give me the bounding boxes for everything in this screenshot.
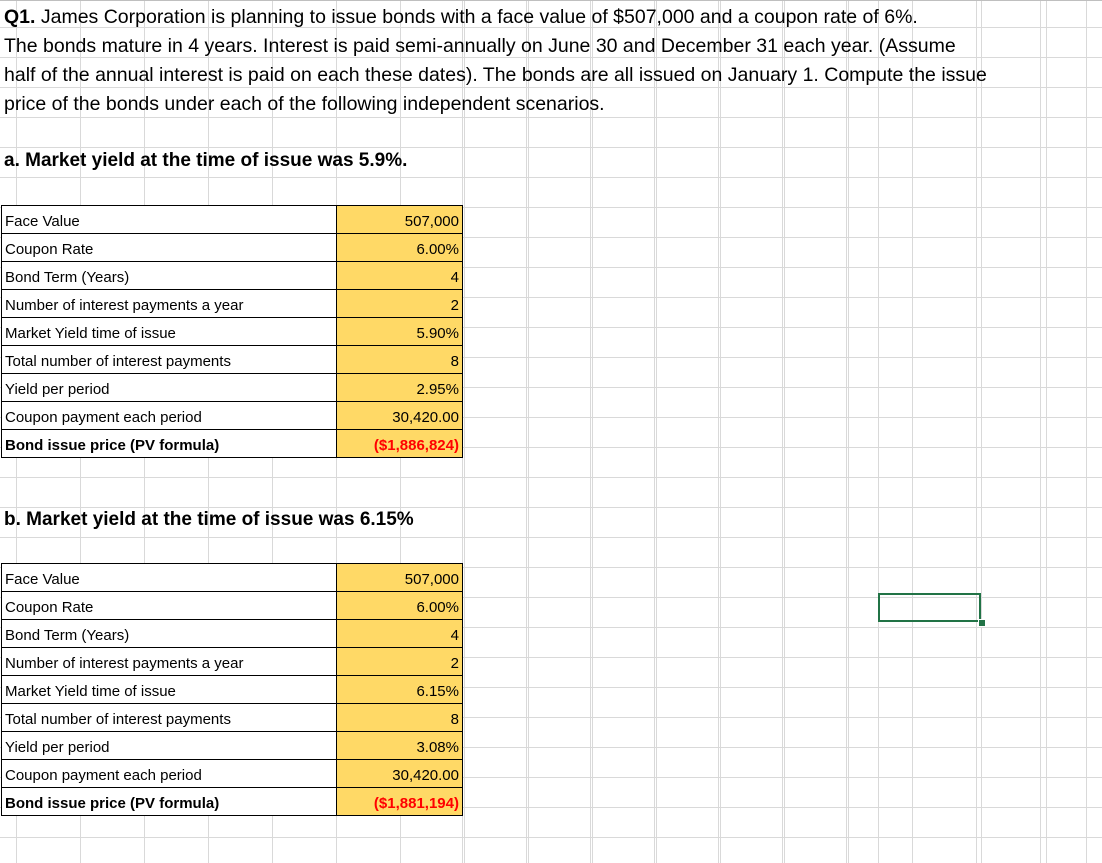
question-line-3[interactable]: half of the annual interest is paid on each these dates). The bonds are all issued on January 1. Compute the issue [4, 64, 987, 86]
column-gridline [846, 0, 847, 863]
row-label[interactable]: Coupon Rate [2, 234, 337, 262]
row-label[interactable]: Yield per period [2, 732, 337, 760]
row-value[interactable]: 8 [337, 346, 463, 374]
table-row-total[interactable] [2, 788, 463, 816]
row-label[interactable]: Bond Term (Years) [2, 262, 337, 290]
table-row[interactable] [2, 402, 463, 430]
row-label[interactable]: Market Yield time of issue [2, 318, 337, 346]
row-label[interactable]: Face Value [2, 206, 337, 234]
column-gridline [1046, 0, 1047, 863]
table-row[interactable] [2, 290, 463, 318]
question-line-1[interactable] [4, 3, 1044, 32]
row-label[interactable]: Market Yield time of issue [2, 676, 337, 704]
scenario-a-title[interactable]: a. Market yield at the time of issue was 5.9%. [4, 150, 408, 171]
question-line-4[interactable]: price of the bonds under each of the following independent scenarios. [4, 93, 605, 115]
row-value[interactable]: 4 [337, 262, 463, 290]
table-row[interactable] [2, 704, 463, 732]
row-label[interactable]: Face Value [2, 564, 337, 592]
table-row[interactable] [2, 620, 463, 648]
column-gridline [718, 0, 719, 863]
row-value[interactable]: 2 [337, 648, 463, 676]
row-value[interactable]: 6.00% [337, 592, 463, 620]
row-value[interactable]: 4 [337, 620, 463, 648]
question-number: Q1. [4, 6, 36, 28]
bond-issue-price-value[interactable]: ($1,881,194) [337, 788, 463, 816]
row-label[interactable]: Coupon payment each period [2, 402, 337, 430]
row-label[interactable]: Coupon payment each period [2, 760, 337, 788]
column-gridline [654, 0, 655, 863]
column-gridline [526, 0, 527, 863]
row-value[interactable]: 30,420.00 [337, 760, 463, 788]
row-value[interactable]: 3.08% [337, 732, 463, 760]
table-row[interactable] [2, 346, 463, 374]
table-row[interactable] [2, 676, 463, 704]
row-label[interactable]: Number of interest payments a year [2, 648, 337, 676]
scenario-b-title[interactable]: b. Market yield at the time of issue was 6.15% [4, 509, 414, 530]
bond-issue-price-value[interactable]: ($1,886,824) [337, 430, 463, 458]
row-label[interactable]: Bond issue price (PV formula) [2, 430, 337, 458]
row-label[interactable]: Total number of interest payments [2, 704, 337, 732]
table-row-total[interactable] [2, 430, 463, 458]
table-row[interactable] [2, 648, 463, 676]
row-value[interactable]: 30,420.00 [337, 402, 463, 430]
row-value[interactable]: 6.00% [337, 234, 463, 262]
question-text-1: James Corporation is planning to issue bonds with a face value of $507,000 and a coupon rate of 6%. [35, 6, 918, 28]
scenario-a-table [1, 205, 463, 458]
row-value[interactable]: 8 [337, 704, 463, 732]
row-label[interactable]: Total number of interest payments [2, 346, 337, 374]
scenario-b-table [1, 563, 463, 816]
fill-handle[interactable] [978, 619, 986, 627]
row-label[interactable]: Number of interest payments a year [2, 290, 337, 318]
row-value[interactable]: 2.95% [337, 374, 463, 402]
row-value[interactable]: 6.15% [337, 676, 463, 704]
column-gridline [1086, 0, 1087, 863]
table-row[interactable] [2, 206, 463, 234]
table-row[interactable] [2, 592, 463, 620]
column-gridline [782, 0, 783, 863]
table-row[interactable] [2, 262, 463, 290]
table-row[interactable] [2, 374, 463, 402]
row-value[interactable]: 5.90% [337, 318, 463, 346]
row-value[interactable]: 2 [337, 290, 463, 318]
table-row[interactable] [2, 732, 463, 760]
row-label[interactable]: Bond Term (Years) [2, 620, 337, 648]
table-row[interactable] [2, 318, 463, 346]
column-gridline [878, 0, 879, 863]
column-gridline [590, 0, 591, 863]
row-label[interactable]: Yield per period [2, 374, 337, 402]
question-line-2[interactable]: The bonds mature in 4 years. Interest is paid semi-annually on June 30 and December 31 each year. (Assume [4, 35, 956, 57]
table-row[interactable] [2, 760, 463, 788]
row-label[interactable]: Bond issue price (PV formula) [2, 788, 337, 816]
row-label[interactable]: Coupon Rate [2, 592, 337, 620]
row-value[interactable]: 507,000 [337, 564, 463, 592]
grid-top-border [0, 0, 1102, 1]
column-gridline [981, 0, 982, 863]
table-row[interactable] [2, 564, 463, 592]
row-value[interactable]: 507,000 [337, 206, 463, 234]
active-cell-selection[interactable] [878, 593, 981, 622]
table-row[interactable] [2, 234, 463, 262]
